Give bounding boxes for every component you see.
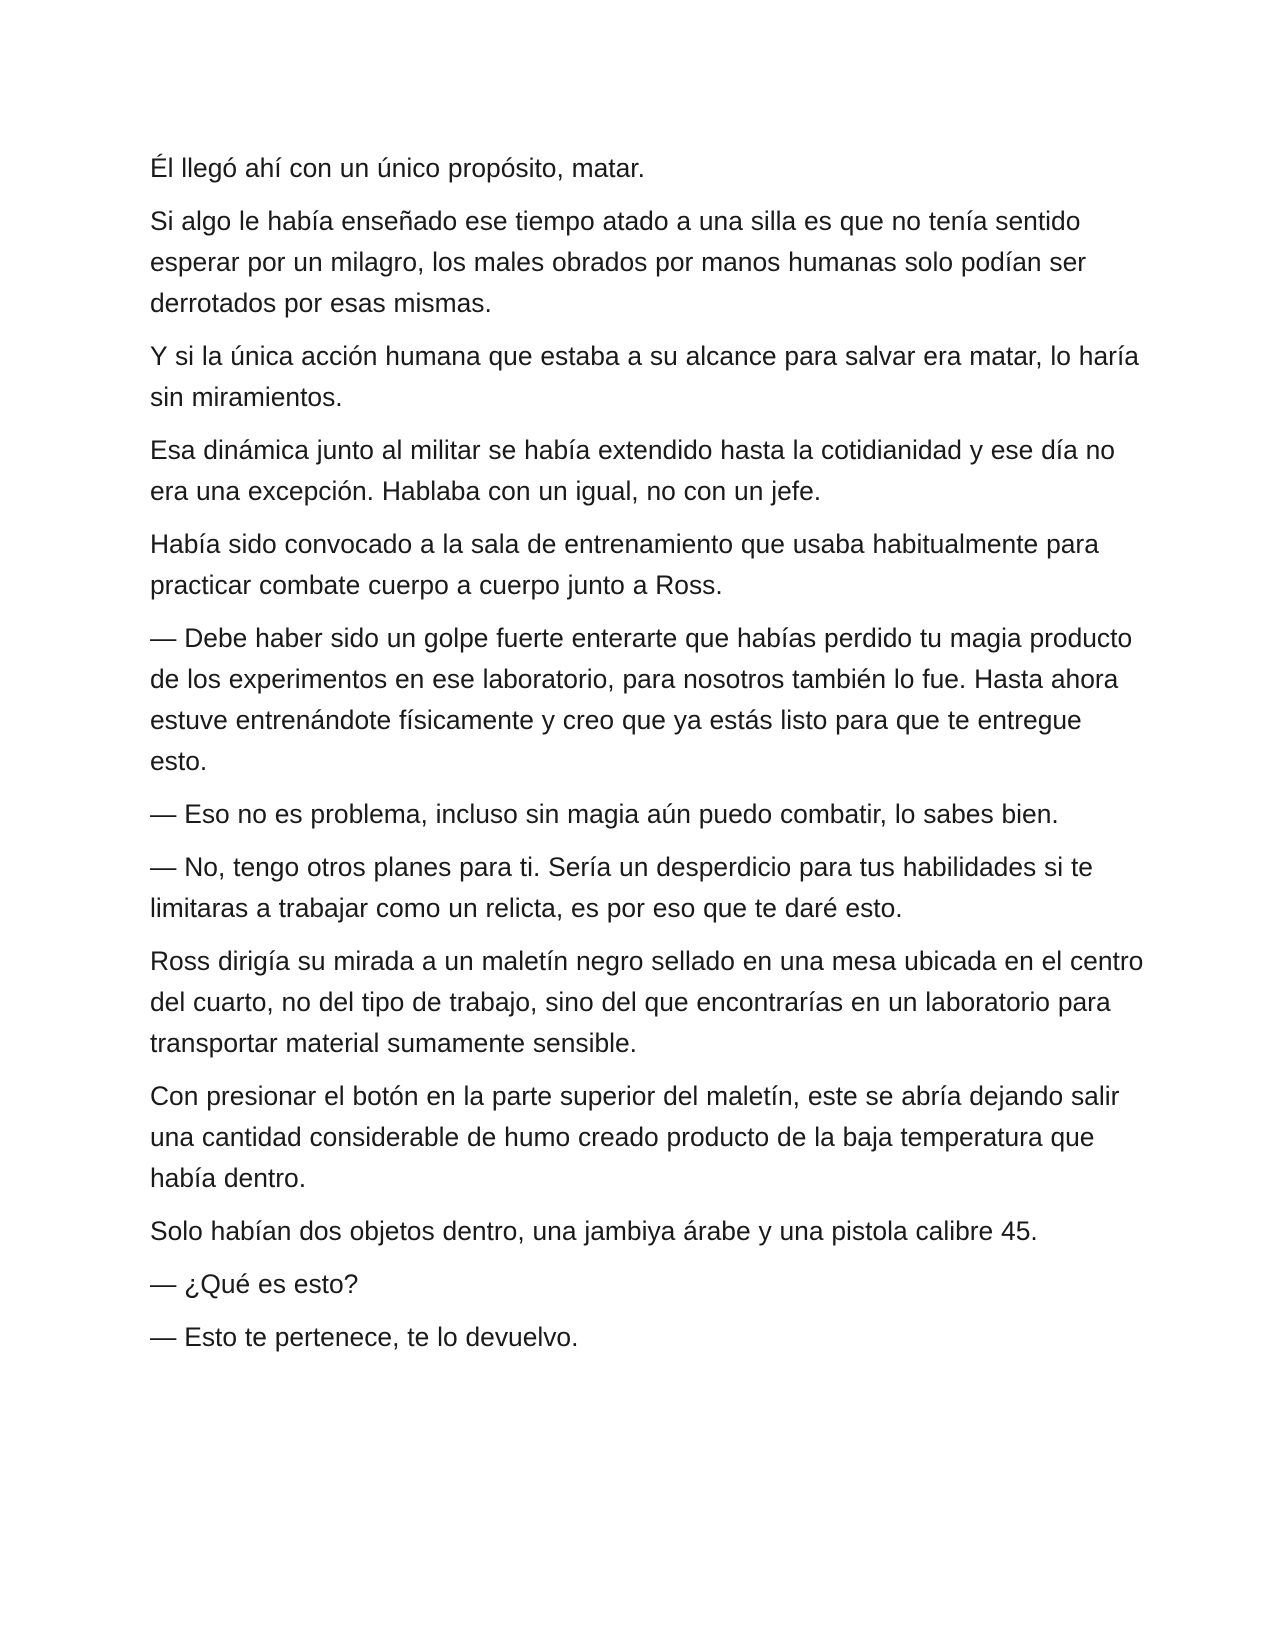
paragraph: Él llegó ahí con un único propósito, matar. [150, 153, 645, 183]
paragraph: — No, tengo otros planes para ti. Sería un desperdicio para tus habilidades si te limitaras a trabajar como un relicta, es por eso que te daré esto. [150, 852, 1093, 923]
paragraph: — Esto te pertenece, te lo devuelvo. [150, 1322, 579, 1352]
paragraph: Ross dirigía su mirada a un maletín negro sellado en una mesa ubicada en el centro del cuarto, no del tipo de trabajo, sino del que encontrarías en un laboratorio para transportar material sumamente sensible. [150, 946, 1144, 1058]
paragraph: Había sido convocado a la sala de entrenamiento que usaba habitualmente para practicar combate cuerpo a cuerpo junto a Ross. [150, 529, 1099, 600]
paragraph: Con presionar el botón en la parte superior del maletín, este se abría dejando salir una cantidad considerable de humo creado producto de la baja temperatura que había dentro. [150, 1081, 1120, 1193]
paragraph: Y si la única acción humana que estaba a su alcance para salvar era matar, lo haría sin miramientos. [150, 341, 1139, 412]
paragraph: — Eso no es problema, incluso sin magia aún puedo combatir, lo sabes bien. [150, 799, 1059, 829]
paragraph: Esa dinámica junto al militar se había extendido hasta la cotidianidad y ese día no era una excepción. Hablaba con un igual, no con un jefe. [150, 435, 1115, 506]
paragraph: Solo habían dos objetos dentro, una jambiya árabe y una pistola calibre 45. [150, 1216, 1038, 1246]
paragraph: — ¿Qué es esto? [150, 1269, 359, 1299]
paragraph: Si algo le había enseñado ese tiempo atado a una silla es que no tenía sentido esperar por un milagro, los males obrados por manos humanas solo podían ser derrotados por esas mismas. [150, 206, 1087, 318]
paragraph: — Debe haber sido un golpe fuerte enterarte que habías perdido tu magia producto de los experimentos en ese laboratorio, para nosotros también lo fue. Hasta ahora estuve entrenándote físicamente y creo que ya estás listo para que te entregue esto. [150, 623, 1133, 776]
